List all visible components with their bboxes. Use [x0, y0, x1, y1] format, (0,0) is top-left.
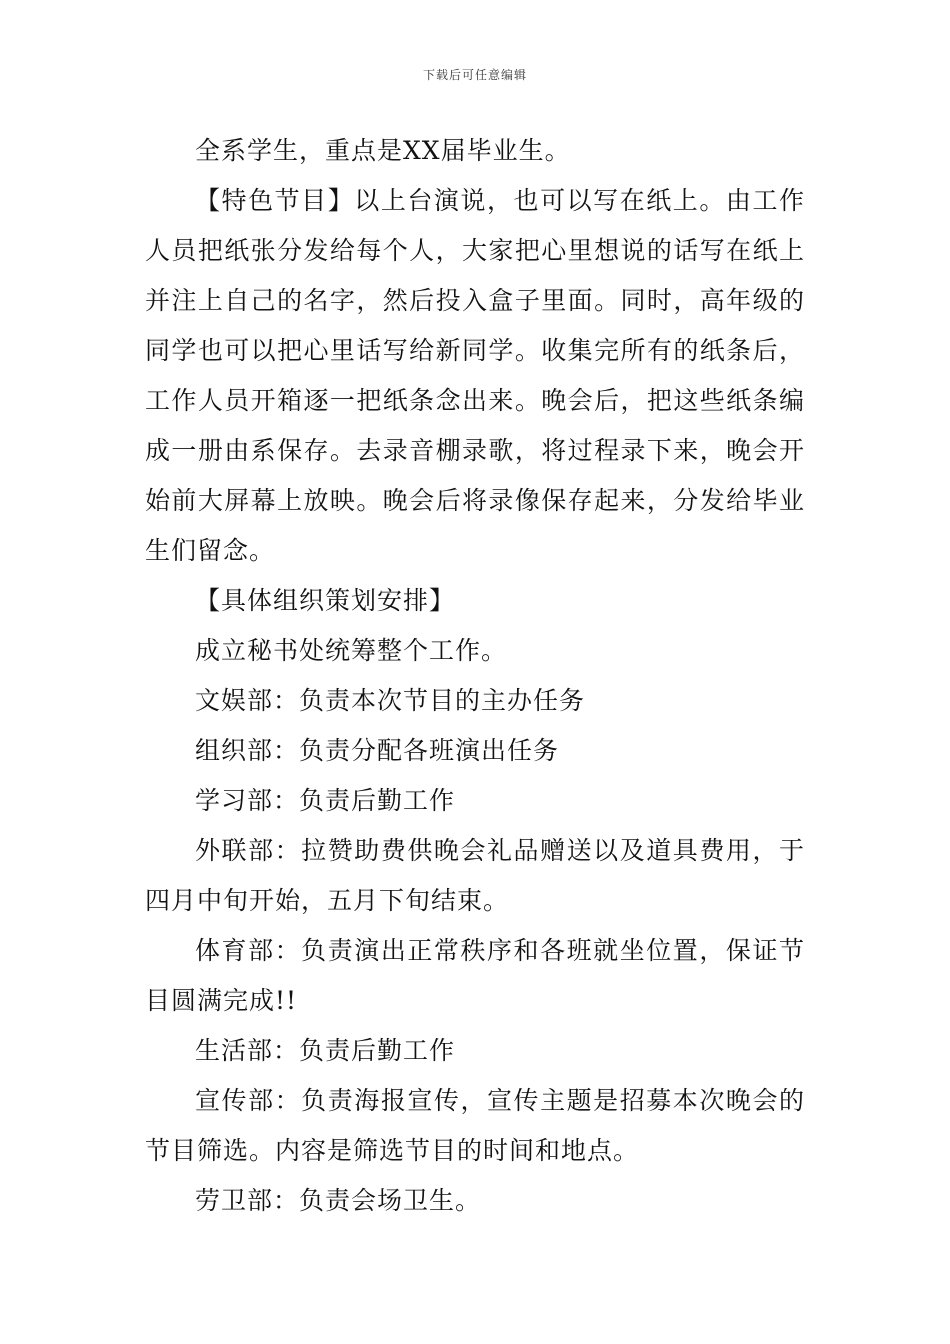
document-body [145, 126, 805, 1226]
paragraph-special-program: 【特色节目】以上台演说，也可以写在纸上。由工作人员把纸张分发给每个人，大家把心里想说的话写在纸上并注上自己的名字，然后投入盒子里面。同时，高年级的同学也可以把心里话写给新同学。收集完所有的纸条后，工作人员开箱逐一把纸条念出来。晚会后，把这些纸条编成一册由系保存。去录音棚录歌，将过程录下来，晚会开始前大屏幕上放映。晚会后将录像保存起来，分发给毕业生们留念。 [145, 186, 805, 565]
paragraph-sports-dept: 体育部：负责演出正常秩序和各班就坐位置，保证节目圆满完成!! [145, 936, 805, 1015]
paragraph-life-dept: 生活部：负责后勤工作 [195, 1036, 456, 1065]
paragraph-organization-dept: 组织部：负责分配各班演出任务 [195, 736, 560, 765]
paragraph-publicity-dept: 宣传部：负责海报宣传，宣传主题是招募本次晚会的节目筛选。内容是筛选节目的时间和地点。 [145, 1086, 805, 1165]
page-header-note: 下载后可任意编辑 [422, 68, 527, 82]
paragraph-entertainment-dept: 文娱部：负责本次节目的主办任务 [195, 686, 586, 715]
paragraph-organization-heading: 【具体组织策划安排】 [195, 586, 456, 615]
paragraph-audience: 全系学生，重点是XX届毕业生。 [195, 136, 571, 165]
paragraph-outreach-dept: 外联部：拉赞助费供晚会礼品赠送以及道具费用，于四月中旬开始，五月下旬结束。 [145, 836, 805, 915]
paragraph-study-dept: 学习部：负责后勤工作 [195, 786, 456, 815]
paragraph-secretariat: 成立秘书处统筹整个工作。 [195, 636, 508, 665]
paragraph-sanitation-dept: 劳卫部：负责会场卫生。 [195, 1186, 482, 1215]
